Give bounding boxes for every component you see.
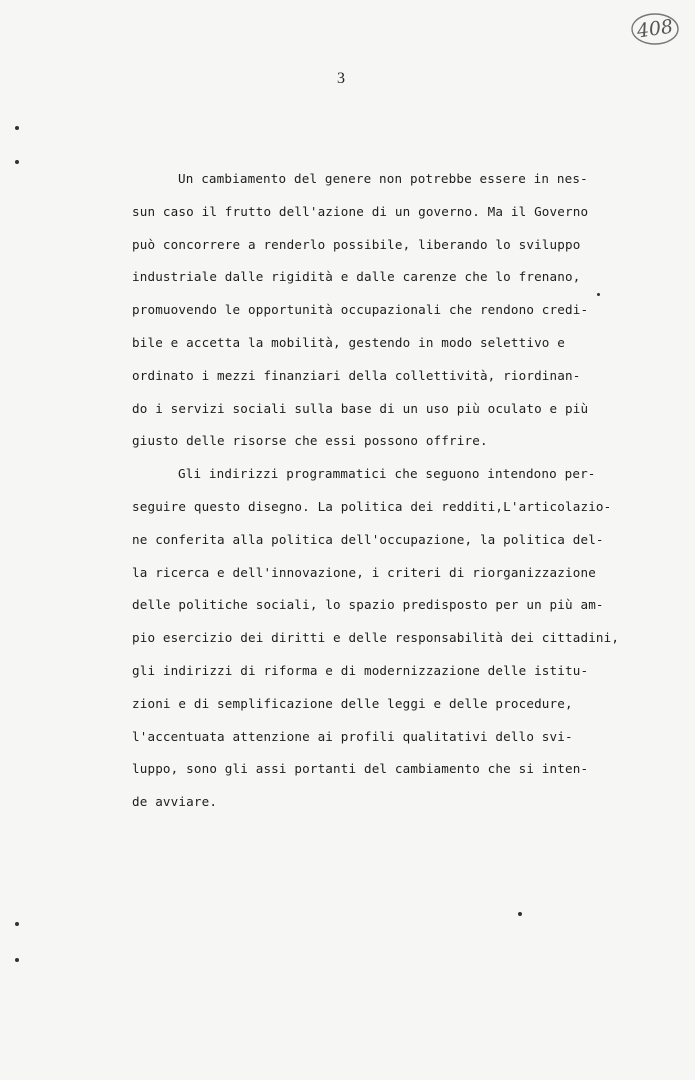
text-line: do i servizi sociali sulla base di un uso più oculato e più <box>132 400 589 416</box>
text-line: ne conferita alla politica dell'occupazione, la politica del- <box>132 531 604 547</box>
text-line: Gli indirizzi programmatici che seguono intendono per- <box>178 466 596 482</box>
body-text <box>132 168 652 824</box>
text-line: la ricerca e dell'innovazione, i criteri di riorganizzazione <box>132 564 596 580</box>
scan-speck <box>15 126 19 130</box>
text-line: sun caso il frutto dell'azione di un governo. Ma il Governo <box>132 203 589 219</box>
text-line: seguire questo disegno. La politica dei redditi,L'articolazio- <box>132 498 612 514</box>
scan-speck <box>15 958 19 962</box>
scan-speck <box>518 912 522 916</box>
scan-speck <box>15 922 19 926</box>
text-line: Un cambiamento del genere non potrebbe essere in nes- <box>178 171 588 186</box>
text-line: de avviare. <box>132 794 218 810</box>
text-line: luppo, sono gli assi portanti del cambiamento che si inten- <box>132 761 589 777</box>
text-line: delle politiche sociali, lo spazio predisposto per un più am- <box>132 597 604 613</box>
text-line: giusto delle risorse che essi possono offrire. <box>132 433 488 449</box>
text-line: bile e accetta la mobilità, gestendo in modo selettivo e <box>132 334 565 350</box>
text-line: l'accentuata attenzione ai profili qualitativi dello svi- <box>132 728 573 744</box>
text-line: può concorrere a renderlo possibile, liberando lo sviluppo <box>132 236 581 252</box>
scan-speck <box>15 160 19 164</box>
text-line: promuovendo le opportunità occupazionali che rendono credi- <box>132 302 589 318</box>
page-number: 3 <box>337 70 345 87</box>
text-line: ordinato i mezzi finanziari della collettività, riordinan- <box>132 367 581 383</box>
text-line: zioni e di semplificazione delle leggi e delle procedure, <box>132 695 573 711</box>
text-line: gli indirizzi di riforma e di modernizzazione delle istitu- <box>132 662 589 678</box>
archive-stamp <box>630 12 680 46</box>
archive-stamp-number: 408 <box>635 15 675 43</box>
text-line: industriale dalle rigidità e dalle carenze che lo frenano, <box>132 269 581 285</box>
text-line: pio esercizio dei diritti e delle responsabilità dei cittadini, <box>132 630 620 646</box>
